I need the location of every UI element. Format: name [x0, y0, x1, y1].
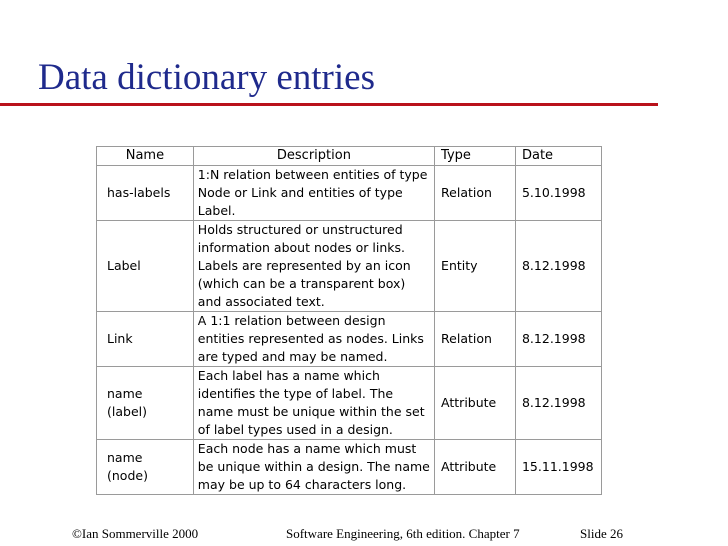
table-row	[97, 166, 602, 221]
title-underline	[0, 103, 658, 106]
row-name-qualifier: (label)	[107, 404, 147, 419]
footer-copyright: ©Ian Sommerville 2000	[72, 526, 199, 541]
row-type: Attribute	[435, 440, 516, 495]
data-dictionary-table	[96, 146, 602, 495]
table-row	[97, 221, 602, 312]
slide-title: Data dictionary entries	[38, 57, 375, 98]
table-header-row	[97, 147, 602, 166]
footer-book-title: Software Engineering, 6th edition. Chapter 7	[286, 526, 520, 541]
row-type: Entity	[435, 221, 516, 312]
row-name: has-labels	[107, 185, 171, 200]
row-date: 5.10.1998	[515, 166, 601, 221]
row-name-cell	[97, 440, 194, 495]
row-type: Relation	[435, 166, 516, 221]
row-date: 8.12.1998	[515, 367, 601, 440]
table-row	[97, 440, 602, 495]
row-description: 1:N relation between entities of type Node or Link and entities of type Label.	[193, 166, 434, 221]
row-type: Attribute	[435, 367, 516, 440]
row-name-cell	[97, 166, 194, 221]
header-type: Type	[435, 147, 516, 166]
header-date: Date	[515, 147, 601, 166]
row-name-cell	[97, 312, 194, 367]
row-name: name	[107, 450, 143, 465]
table-row	[97, 312, 602, 367]
row-date: 15.11.1998	[515, 440, 601, 495]
footer-slide-number: Slide 26	[580, 526, 623, 541]
row-name: Link	[107, 331, 133, 346]
row-name: Label	[107, 258, 141, 273]
row-name-qualifier: (node)	[107, 468, 148, 483]
row-date: 8.12.1998	[515, 221, 601, 312]
row-type: Relation	[435, 312, 516, 367]
table-row	[97, 367, 602, 440]
row-description: Each label has a name which identifies the type of label. The name must be unique within the set of label types used in a design.	[193, 367, 434, 440]
header-name: Name	[97, 147, 194, 166]
row-name-cell	[97, 367, 194, 440]
row-description: A 1:1 relation between design entities represented as nodes. Links are typed and may be named.	[193, 312, 434, 367]
row-date: 8.12.1998	[515, 312, 601, 367]
row-name-cell	[97, 221, 194, 312]
row-description: Each node has a name which must be unique within a design. The name may be up to 64 characters long.	[193, 440, 434, 495]
header-description: Description	[193, 147, 434, 166]
row-name: name	[107, 386, 143, 401]
row-description: Holds structured or unstructured information about nodes or links. Labels are represented by an icon (which can be a transparent box) and associated text.	[193, 221, 434, 312]
